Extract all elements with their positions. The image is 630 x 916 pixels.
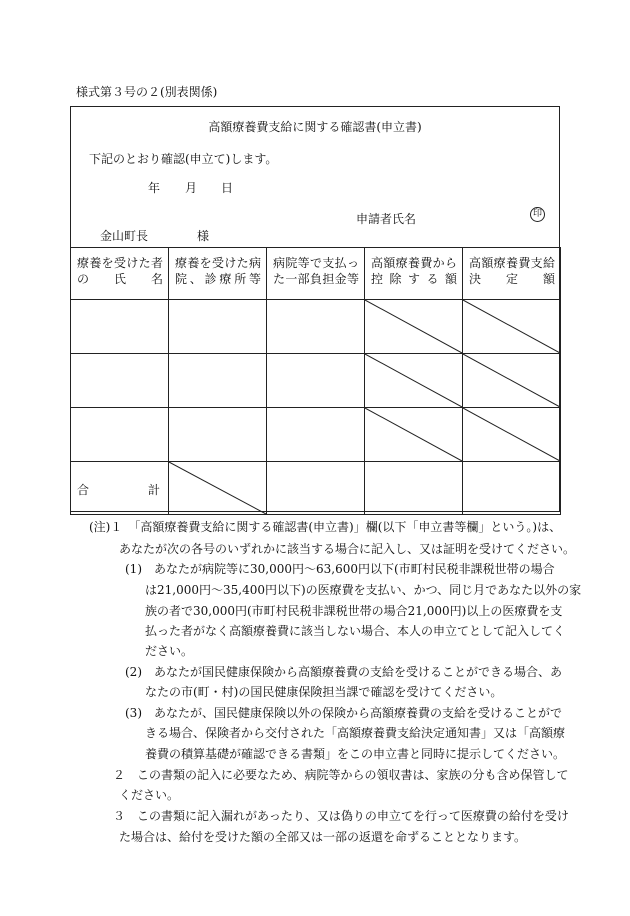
decided-amount-cell-crossed: [463, 300, 561, 354]
deduction-cell-crossed: [365, 354, 463, 408]
table-row: [71, 300, 561, 354]
note-2-line: ください。: [119, 788, 180, 802]
note-1-continuation: あなたが次の各号のいずれかに該当する場合に記入し、又は証明を受けてください。: [119, 542, 576, 556]
column-header-patient-name: 療養を受けた者の氏名: [71, 248, 169, 300]
lead-text: 下記のとおり確認(申立て)します。: [89, 152, 278, 166]
note-1-item-3-line: (3) あなたが、国民健康保険以外の保険から高額療養費の支給を受けることがで: [125, 706, 563, 720]
note-1-item-2-line: (2) あなたが国民健康保険から高額療養費の支給を受けることができる場合、あ: [125, 665, 563, 679]
copayment-cell[interactable]: [267, 300, 365, 354]
total-hospital-cell-crossed: [169, 462, 267, 515]
copayment-cell[interactable]: [267, 354, 365, 408]
note-1-item-1-line: ださい。: [145, 644, 194, 658]
deduction-cell-crossed: [365, 300, 463, 354]
applicant-name-label: 申請者氏名: [356, 212, 417, 226]
column-header-hospital: 療養を受けた病院、診療所等: [169, 248, 267, 300]
date-month-label: 月: [185, 181, 198, 195]
patient-name-cell[interactable]: [71, 354, 169, 408]
total-label-right: 計: [147, 483, 160, 497]
note-1-item-1-line: (1) あなたが病院等に30,000円～63,600円以下(市町村民税非課税世帯の場合: [125, 562, 555, 576]
note-1-item-1-line: 族の者で30,000円(市町村民税非課税世帯の場合21,000円)以上の医療費を支: [145, 604, 563, 618]
confirmation-form: [70, 106, 560, 512]
addressee-honorific: 様: [197, 229, 210, 243]
hospital-cell[interactable]: [169, 300, 267, 354]
seal-mark: 印: [530, 207, 545, 222]
expense-table: [70, 247, 561, 515]
column-header-decided-amount: 高額療養費支給決定額: [463, 248, 561, 300]
column-header-deduction: 高額療養費から控除する額: [365, 248, 463, 300]
patient-name-cell[interactable]: [71, 300, 169, 354]
total-label-cell: [71, 462, 169, 515]
hospital-cell[interactable]: [169, 354, 267, 408]
note-1-item-2-line: なたの市(町・村)の国民健康保険担当課で確認を受けてください。: [145, 685, 503, 699]
decided-amount-cell-crossed: [463, 354, 561, 408]
note-2-line: ２ この書類の記入に必要なため、病院等からの領収書は、家族の分も含め保管して: [113, 768, 569, 782]
addressee-mayor: 金山町長: [100, 229, 149, 243]
patient-name-cell[interactable]: [71, 408, 169, 462]
form-number-label: 様式第３号の２(別表関係): [76, 85, 218, 99]
total-row: [71, 462, 561, 515]
date-day-label: 日: [221, 181, 234, 195]
table-row: [71, 354, 561, 408]
total-decided-amount-cell[interactable]: [463, 462, 561, 515]
copayment-cell[interactable]: [267, 408, 365, 462]
note-3-line: ３ この書類に記入漏れがあったり、又は偽りの申立てを行って医療費の給付を受け: [113, 809, 569, 823]
total-label-left: 合: [77, 483, 90, 497]
note-3-line: た場合は、給付を受けた額の全部又は一部の返還を命ずることとなります。: [119, 830, 527, 844]
deduction-cell-crossed: [365, 408, 463, 462]
form-title: 高額療養費支給に関する確認書(申立書): [208, 120, 422, 134]
note-1-item-1-line: 払った者がなく高額療養費に該当しない場合、本人の申立てとして記入してく: [145, 624, 566, 638]
note-1-item-3-line: きる場合、保険者から交付された「高額療養費支給決定通知書」又は「高額療: [145, 726, 566, 740]
date-year-label: 年: [148, 181, 161, 195]
total-deduction-cell[interactable]: [365, 462, 463, 515]
note-1-item-1-line: は21,000円～35,400円以下)の医療費を支払い、かつ、同じ月であなた以外の家: [145, 583, 582, 597]
total-copayment-cell[interactable]: [267, 462, 365, 515]
column-header-copayment: 病院等で支払った一部負担金等: [267, 248, 365, 300]
note-1-item-3-line: 養費の積算基礎が確認できる書類」をこの申立書と同時に提示してください。: [145, 747, 566, 761]
table-row: [71, 408, 561, 462]
decided-amount-cell-crossed: [463, 408, 561, 462]
note-1-heading: (注)１ 「高額療養費支給に関する確認書(申立書)」欄(以下「申立書等欄」という。)は、: [89, 520, 562, 534]
table-header-row: [71, 248, 561, 300]
hospital-cell[interactable]: [169, 408, 267, 462]
